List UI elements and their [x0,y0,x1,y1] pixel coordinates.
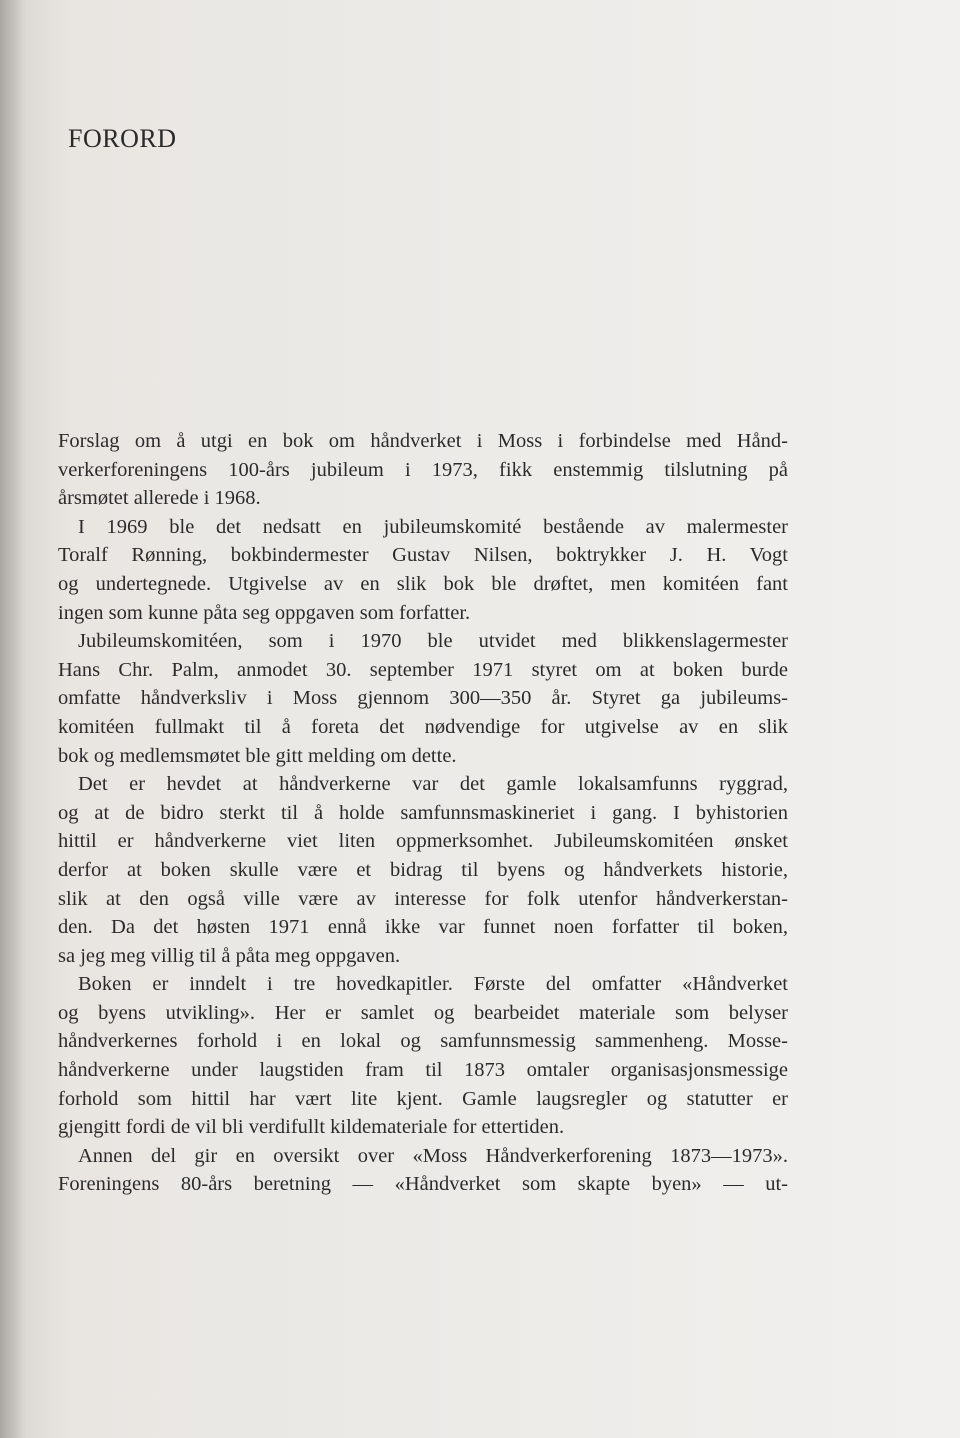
text-line: sa jeg meg villig til å påta meg oppgaven. [58,944,401,967]
text-line: komitéen fullmakt til å foreta det nødvendige for utgivelse av en slik [58,715,788,738]
text-line: Annen del gir en oversikt over «Moss Håndverkerforening 1873—1973». [78,1144,788,1167]
text-line: og at de bidro sterkt til å holde samfunnsmaskineriet i gang. I byhistorien [58,801,788,824]
text-line: Forslag om å utgi en bok om håndverket i Moss i forbindelse med Hånd- [58,430,788,452]
text-line: og undertegnede. Utgivelse av en slik bok ble drøftet, men komitéen fant [58,572,788,595]
text-line: og byens utvikling». Her er samlet og bearbeidet materiale som belyser [58,1001,788,1024]
text-line: Toralf Rønning, bokbindermester Gustav Nilsen, boktrykker J. H. Vogt [58,544,788,567]
text-line: den. Da det høsten 1971 ennå ikke var funnet noen forfatter til boken, [58,916,788,939]
text-line: Foreningens 80-års beretning — «Håndverket som skapte byen» — ut- [58,1173,788,1196]
text-line: håndverkerne under laugstiden fram til 1873 omtaler organisasjonsmessige [58,1059,788,1082]
text-line: ingen som kunne påta seg oppgaven som forfatter. [58,601,471,624]
text-line: gjengitt fordi de vil bli verdifullt kildemateriale for ettertiden. [58,1116,565,1139]
chapter-title: FORORD [68,124,177,153]
body-text [58,427,788,1199]
spine-shadow [0,0,26,1438]
text-line: Det er hevdet at håndverkerne var det gamle lokalsamfunns ryggrad, [78,773,788,796]
text-line: derfor at boken skulle være et bidrag til byens og håndverkets historie, [58,858,788,881]
text-line: årsmøtet allerede i 1968. [58,487,261,510]
text-line: bok og medlemsmøtet ble gitt melding om dette. [58,744,457,767]
text-line: hittil er håndverkerne viet liten oppmerksomhet. Jubileumskomitéen ønsket [58,830,788,853]
text-line: Hans Chr. Palm, anmodet 30. september 1971 styret om at boken burde [58,658,788,681]
text-line: I 1969 ble det nedsatt en jubileumskomité bestående av malermester [78,515,788,538]
text-line: verkerforeningens 100-års jubileum i 1973, fikk enstemmig tilslutning på [58,458,788,481]
text-line: Jubileumskomitéen, som i 1970 ble utvidet med blikkenslagermester [78,630,788,653]
text-line: Boken er inndelt i tre hovedkapitler. Første del omfatter «Håndverket [78,973,788,996]
text-line: håndverkernes forhold i en lokal og samfunnsmessig sammenheng. Mosse- [58,1030,788,1053]
text-line: forhold som hittil har vært lite kjent. Gamle laugsregler og statutter er [58,1087,788,1110]
text-line: slik at den også ville være av interesse for folk utenfor håndverkerstan- [58,887,788,910]
text-line: omfatte håndverksliv i Moss gjennom 300—350 år. Styret ga jubileums- [58,687,788,710]
